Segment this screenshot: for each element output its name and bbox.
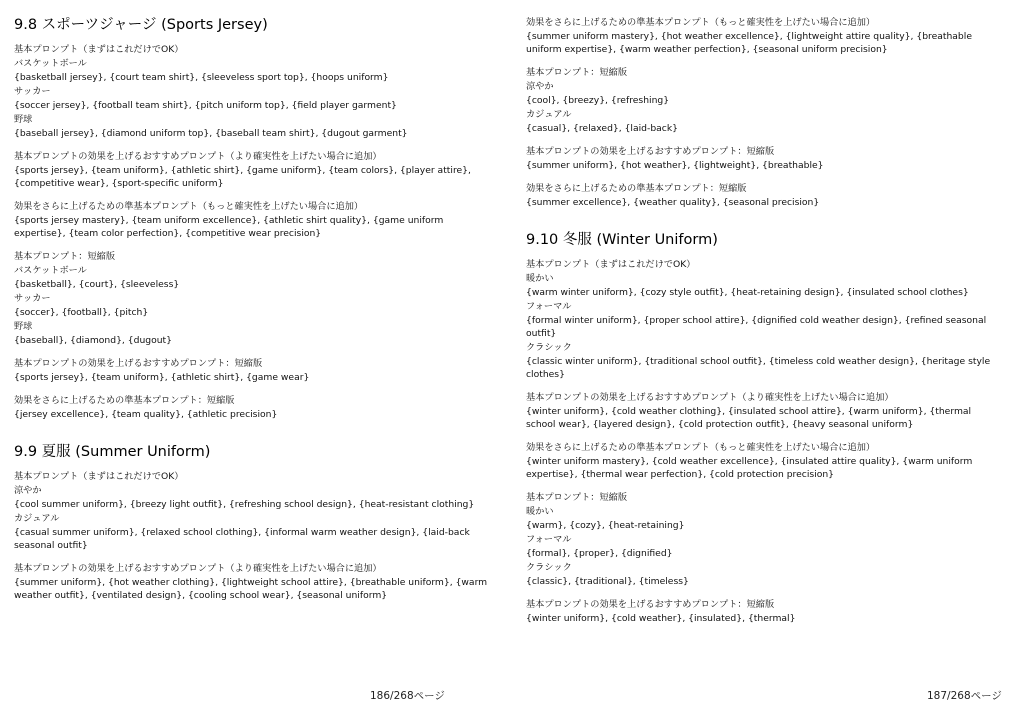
basic-prompt-block	[14, 470, 490, 552]
sub-label: フォーマル	[526, 534, 572, 545]
sub-label: サッカー	[14, 293, 51, 304]
prompt-text: {formal winter uniform}, {proper school attire}, {dignified cold weather design}, {refined seasonal outfit}	[526, 315, 987, 339]
sub-label: サッカー	[14, 86, 51, 97]
prompt-text: {winter uniform}, {cold weather clothing}, {insulated school attire}, {warm uniform}, {thermal school wear}, {layered design}, {cold protection outfit}, {heavy seasonal uniform}	[526, 406, 972, 430]
short-prompt-block	[526, 491, 1002, 588]
prompt-text: {baseball}, {diamond}, {dugout}	[14, 335, 172, 346]
recommended-short-block	[526, 598, 1002, 625]
recommended-short-block	[14, 357, 490, 384]
block-label: 基本プロンプト：短縮版	[526, 67, 628, 78]
prompt-text: {winter uniform mastery}, {cold weather excellence}, {insulated attire quality}, {warm uniform expertise}, {thermal wear perfection}, {cold protection precision}	[526, 456, 973, 480]
sub-label: カジュアル	[526, 109, 572, 120]
recommended-prompt-block	[14, 150, 490, 190]
block-label: 基本プロンプトの効果を上げるおすすめプロンプト：短縮版	[526, 146, 775, 157]
block-label: 基本プロンプト：短縮版	[14, 251, 116, 262]
block-label: 基本プロンプトの効果を上げるおすすめプロンプト（より確実性を上げたい場合に追加）	[14, 151, 382, 162]
prompt-text: {warm winter uniform}, {cozy style outfit}, {heat-retaining design}, {insulated school clothes}	[526, 287, 969, 298]
sub-label: 野球	[14, 321, 33, 332]
sub-label: カジュアル	[14, 513, 60, 524]
prompt-text: {summer uniform}, {hot weather}, {lightweight}, {breathable}	[526, 160, 824, 171]
prompt-text: {summer uniform}, {hot weather clothing}, {lightweight school attire}, {breathable uniform}, {warm weather outfit}, {ventilated design}, {cooling school wear}, {seasonal uniform}	[14, 577, 488, 601]
page-187	[512, 0, 1016, 712]
block-label: 効果をさらに上げるための準基本プロンプト（もっと確実性を上げたい場合に追加）	[526, 442, 876, 453]
prompt-text: {sports jersey}, {team uniform}, {athletic shirt}, {game wear}	[14, 372, 310, 383]
recommended-prompt-block	[526, 391, 1002, 431]
prompt-text: {sports jersey mastery}, {team uniform excellence}, {athletic shirt quality}, {game uniform expertise}, {team color perfection}, {competitive wear precision}	[14, 215, 444, 239]
semi-basic-prompt-block	[526, 441, 1002, 481]
prompt-text: {baseball jersey}, {diamond uniform top}, {baseball team shirt}, {dugout garment}	[14, 128, 408, 139]
sub-label: バスケットボール	[14, 265, 87, 276]
block-label: 効果をさらに上げるための準基本プロンプト（もっと確実性を上げたい場合に追加）	[14, 201, 364, 212]
page-186	[0, 0, 504, 712]
page-number: 187/268ページ	[927, 690, 1002, 702]
prompt-text: {soccer}, {football}, {pitch}	[14, 307, 149, 318]
block-label: 基本プロンプトの効果を上げるおすすめプロンプト：短縮版	[526, 599, 775, 610]
section-title-9-8: 9.8 スポーツジャージ (Sports Jersey)	[14, 17, 268, 33]
section-title-9-10: 9.10 冬服 (Winter Uniform)	[526, 232, 718, 248]
sub-label: 野球	[14, 114, 33, 125]
prompt-text: {jersey excellence}, {team quality}, {athletic precision}	[14, 409, 278, 420]
sub-label: 暖かい	[526, 506, 554, 517]
prompt-text: {classic winter uniform}, {traditional school outfit}, {timeless cold weather design}, {heritage style clothes}	[526, 356, 991, 380]
prompt-text: {basketball}, {court}, {sleeveless}	[14, 279, 180, 290]
semi-basic-prompt-block	[14, 200, 490, 240]
prompt-text: {formal}, {proper}, {dignified}	[526, 548, 673, 559]
recommended-short-block	[526, 145, 1002, 172]
block-label: 効果をさらに上げるための準基本プロンプト：短縮版	[14, 395, 235, 406]
page-number: 186/268ページ	[370, 690, 445, 702]
prompt-text: {sports jersey}, {team uniform}, {athletic shirt}, {game uniform}, {team colors}, {player attire}, {competitive wear}, {sport-specific uniform}	[14, 165, 471, 189]
prompt-text: {basketball jersey}, {court team shirt}, {sleeveless sport top}, {hoops uniform}	[14, 72, 389, 83]
semi-basic-short-block	[14, 394, 490, 421]
sub-label: クラシック	[526, 562, 572, 573]
sub-label: クラシック	[526, 342, 572, 353]
page-content	[14, 16, 490, 612]
prompt-text: {summer excellence}, {weather quality}, {seasonal precision}	[526, 197, 820, 208]
block-label: 効果をさらに上げるための準基本プロンプト：短縮版	[526, 183, 747, 194]
short-prompt-block	[14, 250, 490, 347]
prompt-text: {soccer jersey}, {football team shirt}, {pitch uniform top}, {field player garment}	[14, 100, 397, 111]
prompt-text: {winter uniform}, {cold weather}, {insulated}, {thermal}	[526, 613, 796, 624]
sub-label: フォーマル	[526, 301, 572, 312]
block-label: 基本プロンプト（まずはこれだけでOK）	[526, 259, 696, 270]
block-label: 基本プロンプト（まずはこれだけでOK）	[14, 44, 184, 55]
prompt-text: {cool summer uniform}, {breezy light outfit}, {refreshing school design}, {heat-resistant clothing}	[14, 499, 475, 510]
prompt-text: {casual}, {relaxed}, {laid-back}	[526, 123, 678, 134]
block-label: 基本プロンプトの効果を上げるおすすめプロンプト（より確実性を上げたい場合に追加）	[14, 563, 382, 574]
prompt-text: {warm}, {cozy}, {heat-retaining}	[526, 520, 685, 531]
sub-label: バスケットボール	[14, 58, 87, 69]
block-label: 基本プロンプトの効果を上げるおすすめプロンプト：短縮版	[14, 358, 263, 369]
semi-basic-prompt-block	[526, 16, 1002, 56]
basic-prompt-block	[14, 43, 490, 140]
sub-label: 暖かい	[526, 273, 554, 284]
sub-label: 涼やか	[14, 485, 42, 496]
prompt-text: {casual summer uniform}, {relaxed school clothing}, {informal warm weather design}, {laid-back seasonal outfit}	[14, 527, 470, 551]
recommended-prompt-block	[14, 562, 490, 602]
basic-prompt-block	[526, 258, 1002, 381]
prompt-text: {cool}, {breezy}, {refreshing}	[526, 95, 670, 106]
block-label: 基本プロンプト：短縮版	[526, 492, 628, 503]
semi-basic-short-block	[526, 182, 1002, 209]
block-label: 基本プロンプト（まずはこれだけでOK）	[14, 471, 184, 482]
prompt-text: {classic}, {traditional}, {timeless}	[526, 576, 689, 587]
prompt-text: {summer uniform mastery}, {hot weather excellence}, {lightweight attire quality}, {breathable uniform expertise}, {warm weather perfection}, {seasonal uniform precision}	[526, 31, 972, 55]
short-prompt-block	[526, 66, 1002, 135]
block-label: 効果をさらに上げるための準基本プロンプト（もっと確実性を上げたい場合に追加）	[526, 17, 876, 28]
sub-label: 涼やか	[526, 81, 554, 92]
section-title-9-9: 9.9 夏服 (Summer Uniform)	[14, 444, 211, 460]
page-content	[526, 16, 1002, 635]
block-label: 基本プロンプトの効果を上げるおすすめプロンプト（より確実性を上げたい場合に追加）	[526, 392, 894, 403]
